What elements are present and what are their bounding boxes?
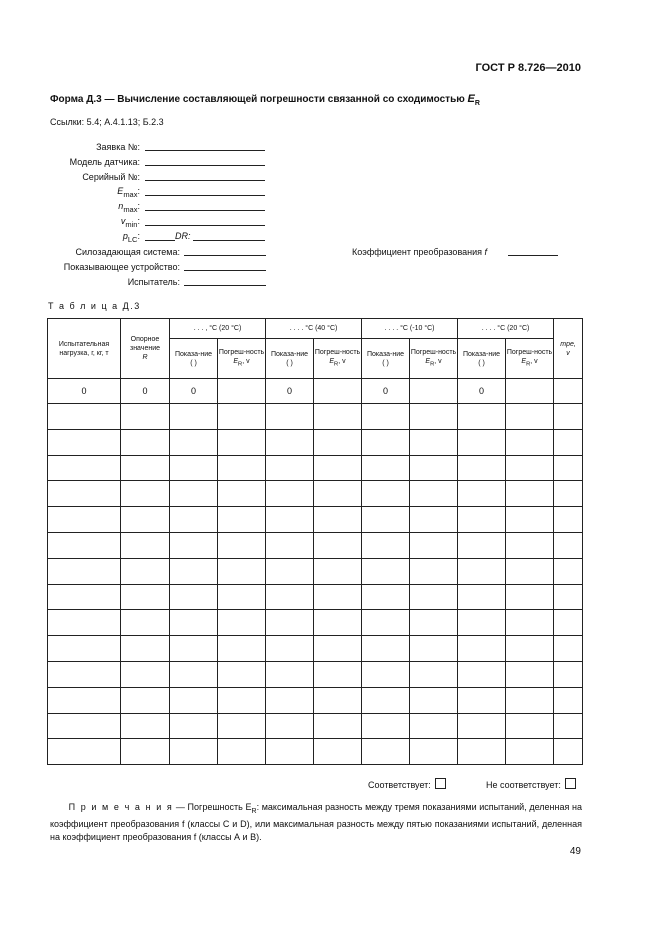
table-cell[interactable] xyxy=(362,481,410,507)
sub-error-sym: E xyxy=(329,357,335,365)
table-cell[interactable] xyxy=(506,404,554,430)
table-cell[interactable] xyxy=(554,455,583,481)
field-model xyxy=(50,157,140,169)
complies-checkbox[interactable] xyxy=(435,778,446,789)
table-row xyxy=(48,404,583,430)
table-cell[interactable] xyxy=(170,558,218,584)
table-cell[interactable] xyxy=(458,713,506,739)
field-tester xyxy=(50,277,180,289)
field-vmin-sub: min xyxy=(125,219,138,229)
table-cell[interactable] xyxy=(506,558,554,584)
table-cell[interactable] xyxy=(170,687,218,713)
table-cell[interactable]: 0 xyxy=(48,379,121,404)
table-cell[interactable] xyxy=(266,687,314,713)
table-cell[interactable] xyxy=(218,739,266,765)
field-tester-label: Испытатель: xyxy=(127,277,180,287)
table-cell[interactable] xyxy=(410,558,458,584)
table-cell[interactable] xyxy=(362,558,410,584)
table-cell[interactable] xyxy=(314,481,362,507)
field-load-system-line[interactable] xyxy=(184,245,266,256)
table-cell[interactable] xyxy=(121,455,170,481)
table-cell[interactable] xyxy=(554,636,583,662)
table-row xyxy=(48,713,583,739)
sub-error-label: Погреш-ность xyxy=(218,348,265,356)
sub-error-unit: , v xyxy=(338,357,346,365)
table-header-row xyxy=(48,319,583,339)
table-cell[interactable] xyxy=(266,404,314,430)
field-dr-line[interactable] xyxy=(193,230,265,241)
table-cell[interactable] xyxy=(554,739,583,765)
table-cell[interactable] xyxy=(170,713,218,739)
table-cell[interactable] xyxy=(362,507,410,533)
sub-error-1 xyxy=(218,339,266,379)
col-ref-label: Опорное значение xyxy=(129,336,161,352)
table-cell[interactable] xyxy=(48,558,121,584)
table-cell[interactable] xyxy=(458,455,506,481)
table-cell[interactable] xyxy=(554,687,583,713)
table-cell[interactable] xyxy=(314,636,362,662)
table-cell[interactable] xyxy=(218,507,266,533)
table-cell[interactable] xyxy=(458,610,506,636)
table-cell[interactable] xyxy=(410,455,458,481)
table-cell[interactable] xyxy=(218,713,266,739)
table-cell[interactable] xyxy=(48,404,121,430)
field-emax-sym: E xyxy=(117,186,124,196)
table-cell[interactable] xyxy=(410,404,458,430)
table-cell[interactable] xyxy=(266,481,314,507)
table-cell[interactable] xyxy=(170,610,218,636)
table-cell[interactable] xyxy=(218,687,266,713)
table-cell[interactable]: 0 xyxy=(170,379,218,404)
table-cell[interactable] xyxy=(554,713,583,739)
table-cell[interactable] xyxy=(362,610,410,636)
table-cell[interactable] xyxy=(506,584,554,610)
table-cell[interactable] xyxy=(121,507,170,533)
table-cell[interactable] xyxy=(554,429,583,455)
table-cell[interactable] xyxy=(506,610,554,636)
table-cell[interactable] xyxy=(121,584,170,610)
field-load-system-label: Силозадающая система: xyxy=(75,247,180,257)
table-row xyxy=(48,481,583,507)
table-cell[interactable] xyxy=(121,687,170,713)
table-row xyxy=(48,661,583,687)
field-nmax-sub: max xyxy=(123,204,138,214)
table-cell[interactable] xyxy=(506,507,554,533)
table-cell[interactable] xyxy=(410,379,458,404)
table-cell[interactable] xyxy=(218,558,266,584)
field-coefficient-sym: f xyxy=(484,247,488,257)
sub-reading-paren: ( ) xyxy=(478,359,485,367)
table-cell[interactable] xyxy=(266,584,314,610)
field-model-label: Модель датчика: xyxy=(69,157,140,167)
table-row xyxy=(48,584,583,610)
table-cell[interactable] xyxy=(554,481,583,507)
table-cell[interactable] xyxy=(121,713,170,739)
sub-error-unit: , v xyxy=(434,357,442,365)
sub-error-3 xyxy=(410,339,458,379)
col-load: Испытательная нагрузка, г, кг, т xyxy=(48,319,121,379)
table-cell[interactable] xyxy=(48,739,121,765)
form-title xyxy=(50,93,480,107)
table-cell[interactable] xyxy=(410,636,458,662)
field-emax-sub: max xyxy=(123,189,138,199)
table-cell[interactable] xyxy=(554,404,583,430)
col-temp-1: . . . , °C (20 °C) xyxy=(170,319,266,339)
sub-reading-3 xyxy=(362,339,410,379)
field-serial-line[interactable] xyxy=(145,170,265,181)
field-tester-line[interactable] xyxy=(184,275,266,286)
table-cell[interactable] xyxy=(218,429,266,455)
table-cell[interactable] xyxy=(170,739,218,765)
field-emax-line[interactable] xyxy=(145,185,265,196)
note-text: — Погрешность E xyxy=(173,802,252,812)
field-nmax-sym: n xyxy=(118,201,124,211)
form-title-text: Форма Д.3 — Вычисление составляющей погрешности связанной со сходимостью xyxy=(50,94,468,105)
table-cell[interactable] xyxy=(48,713,121,739)
table-cell[interactable] xyxy=(554,610,583,636)
table-cell[interactable] xyxy=(554,558,583,584)
table-cell[interactable] xyxy=(121,532,170,558)
table-cell[interactable] xyxy=(410,507,458,533)
field-request-line[interactable] xyxy=(145,140,265,151)
sub-reading-1 xyxy=(170,339,218,379)
form-title-symbol: E xyxy=(467,93,475,105)
table-cell[interactable] xyxy=(362,713,410,739)
sub-error-label: Погреш-ность xyxy=(506,348,553,356)
table-cell[interactable] xyxy=(362,687,410,713)
table-cell[interactable] xyxy=(170,532,218,558)
sub-error-sub: R xyxy=(526,361,531,368)
sub-error-sub: R xyxy=(334,361,339,368)
table-cell[interactable] xyxy=(48,455,121,481)
page-number: 49 xyxy=(569,846,581,857)
table-cell[interactable] xyxy=(314,507,362,533)
table-cell[interactable] xyxy=(410,687,458,713)
sub-error-2 xyxy=(314,339,362,379)
sub-error-sub: R xyxy=(238,361,243,368)
table-cell[interactable] xyxy=(218,661,266,687)
table-row xyxy=(48,687,583,713)
table-row xyxy=(48,739,583,765)
form-title-subscript: R xyxy=(474,100,480,107)
field-serial-label: Серийный №: xyxy=(82,172,140,182)
table-cell[interactable] xyxy=(506,739,554,765)
sub-error-label: Погреш-ность xyxy=(410,348,457,356)
table-cell[interactable] xyxy=(121,739,170,765)
table-cell[interactable] xyxy=(458,687,506,713)
table-cell[interactable] xyxy=(121,429,170,455)
col-mpe-unit: v xyxy=(566,349,570,357)
table-cell[interactable] xyxy=(314,532,362,558)
table-cell[interactable] xyxy=(362,404,410,430)
sub-reading-label: Показа-ние xyxy=(270,350,309,358)
field-request xyxy=(50,142,140,154)
field-serial xyxy=(50,172,140,184)
col-mpe xyxy=(554,319,583,379)
field-coefficient-line[interactable] xyxy=(508,245,558,256)
table-cell[interactable] xyxy=(506,481,554,507)
table-cell[interactable] xyxy=(170,584,218,610)
table-cell[interactable] xyxy=(48,661,121,687)
table-cell[interactable] xyxy=(362,532,410,558)
table-row xyxy=(48,455,583,481)
table-cell[interactable]: 0 xyxy=(121,379,170,404)
table-cell[interactable] xyxy=(410,661,458,687)
field-plc-line[interactable] xyxy=(145,230,175,241)
note-rest: : максимальная разность между тремя показаниями испытаний, деленная на коэффициент преобразования f (классы С и D), или максимальная разность между пятью показаниями испытаний, деленная на коэффициент преобразования f (классы А и В). xyxy=(50,802,582,842)
table-cell[interactable] xyxy=(170,507,218,533)
table-cell[interactable] xyxy=(170,481,218,507)
table-cell[interactable] xyxy=(48,687,121,713)
field-nmax-colon: : xyxy=(137,201,140,211)
field-plc xyxy=(50,231,140,245)
table-cell[interactable] xyxy=(218,379,266,404)
table-row xyxy=(48,507,583,533)
not-complies xyxy=(486,778,576,790)
table-cell[interactable] xyxy=(458,429,506,455)
col-temp-2: . . . . °C (40 °C) xyxy=(266,319,362,339)
table-cell[interactable] xyxy=(121,404,170,430)
table-cell[interactable] xyxy=(410,584,458,610)
table-cell[interactable] xyxy=(410,429,458,455)
not-complies-label: Не соответствует: xyxy=(486,780,561,790)
table-cell[interactable] xyxy=(362,636,410,662)
table-cell[interactable] xyxy=(458,558,506,584)
data-table xyxy=(47,318,583,765)
table-cell[interactable] xyxy=(362,584,410,610)
table-cell[interactable] xyxy=(266,429,314,455)
table-cell[interactable] xyxy=(458,507,506,533)
sub-reading-label: Показа-ние xyxy=(174,350,213,358)
table-cell[interactable] xyxy=(362,661,410,687)
col-ref-sym: R xyxy=(142,354,148,361)
complies xyxy=(368,778,446,790)
table-cell[interactable] xyxy=(362,429,410,455)
complies-label: Соответствует: xyxy=(368,780,431,790)
table-cell[interactable] xyxy=(410,739,458,765)
field-plc-colon: : xyxy=(137,231,140,241)
table-cell[interactable] xyxy=(314,713,362,739)
sub-reading-paren: ( ) xyxy=(190,359,197,367)
table-cell[interactable] xyxy=(266,661,314,687)
table-row xyxy=(48,379,583,404)
sub-error-unit: , v xyxy=(242,357,250,365)
col-mpe-label: mpe, xyxy=(560,340,576,348)
table-cell[interactable]: 0 xyxy=(266,379,314,404)
table-cell[interactable] xyxy=(266,739,314,765)
table-cell[interactable] xyxy=(554,532,583,558)
table-cell[interactable] xyxy=(314,558,362,584)
note-sub: R xyxy=(251,807,257,815)
not-complies-checkbox[interactable] xyxy=(565,778,576,789)
sub-reading-label: Показа-ние xyxy=(367,350,405,358)
table-cell[interactable] xyxy=(121,558,170,584)
field-load-system xyxy=(50,247,180,259)
table-cell[interactable] xyxy=(48,610,121,636)
sub-reading-paren: ( ) xyxy=(382,359,389,367)
table-cell[interactable] xyxy=(266,610,314,636)
table-cell[interactable] xyxy=(506,455,554,481)
table-cell[interactable] xyxy=(121,481,170,507)
field-indicator-label: Показывающее устройство: xyxy=(63,262,180,272)
table-row xyxy=(48,532,583,558)
sub-error-4 xyxy=(506,339,554,379)
table-cell[interactable] xyxy=(410,610,458,636)
table-cell[interactable] xyxy=(266,636,314,662)
table-cell[interactable] xyxy=(458,661,506,687)
table-cell[interactable] xyxy=(48,507,121,533)
table-cell[interactable] xyxy=(362,455,410,481)
table-cell[interactable] xyxy=(314,739,362,765)
sub-error-label: Погреш-ность xyxy=(314,348,361,356)
sub-error-sym: E xyxy=(233,357,239,365)
table-cell[interactable] xyxy=(314,584,362,610)
sub-error-sym: E xyxy=(521,357,527,365)
table-row xyxy=(48,558,583,584)
table-cell[interactable] xyxy=(458,481,506,507)
table-cell[interactable] xyxy=(506,429,554,455)
table-cell[interactable] xyxy=(506,379,554,404)
table-row xyxy=(48,429,583,455)
table-cell[interactable] xyxy=(218,481,266,507)
table-cell[interactable] xyxy=(458,636,506,662)
field-dr-label: DR: xyxy=(175,231,191,241)
table-cell[interactable] xyxy=(170,404,218,430)
field-coefficient-label: Коэффициент преобразования xyxy=(352,247,485,257)
field-nmax xyxy=(50,201,140,215)
field-emax xyxy=(50,186,140,200)
table-cell[interactable] xyxy=(506,687,554,713)
table-row xyxy=(48,636,583,662)
table-cell[interactable] xyxy=(314,404,362,430)
table-cell[interactable] xyxy=(218,455,266,481)
table-cell[interactable] xyxy=(218,610,266,636)
references: Ссылки: 5.4; А.4.1.13; Б.2.3 xyxy=(50,117,164,127)
table-cell[interactable] xyxy=(48,429,121,455)
table-cell[interactable] xyxy=(218,404,266,430)
table-cell[interactable]: 0 xyxy=(458,379,506,404)
sub-reading-label: Показа-ние xyxy=(463,350,501,358)
table-cell[interactable] xyxy=(458,584,506,610)
field-plc-sub: LC xyxy=(127,234,138,244)
table-cell[interactable] xyxy=(554,584,583,610)
sub-error-sym: E xyxy=(425,357,431,365)
table-cell[interactable] xyxy=(314,687,362,713)
table-row xyxy=(48,610,583,636)
table-cell[interactable] xyxy=(266,507,314,533)
field-model-line[interactable] xyxy=(145,155,265,166)
table-cell[interactable] xyxy=(121,661,170,687)
table-cell[interactable] xyxy=(266,455,314,481)
sub-error-sub: R xyxy=(430,361,435,368)
table-cell[interactable] xyxy=(314,429,362,455)
sub-reading-4 xyxy=(458,339,506,379)
table-cell[interactable] xyxy=(554,661,583,687)
table-cell[interactable] xyxy=(218,532,266,558)
table-cell[interactable] xyxy=(458,739,506,765)
field-vmin xyxy=(50,216,140,230)
sub-reading-2 xyxy=(266,339,314,379)
table-cell[interactable] xyxy=(410,532,458,558)
field-emax-colon: : xyxy=(137,186,140,196)
field-vmin-colon: : xyxy=(137,216,140,226)
note xyxy=(50,801,582,844)
table-cell[interactable] xyxy=(266,713,314,739)
note-prefix: П р и м е ч а н и я xyxy=(68,802,174,812)
table-cell[interactable] xyxy=(506,636,554,662)
table-cell[interactable] xyxy=(218,584,266,610)
sub-reading-paren: ( ) xyxy=(286,359,293,367)
table-cell[interactable] xyxy=(218,636,266,662)
doc-number: ГОСТ Р 8.726—2010 xyxy=(475,62,581,74)
table-caption: Т а б л и ц а Д.3 xyxy=(48,301,141,311)
table-cell[interactable] xyxy=(266,532,314,558)
table-cell[interactable] xyxy=(170,661,218,687)
table-cell[interactable] xyxy=(48,584,121,610)
table-cell[interactable] xyxy=(314,610,362,636)
table-cell[interactable] xyxy=(314,455,362,481)
table-cell[interactable] xyxy=(506,532,554,558)
table-cell[interactable] xyxy=(48,481,121,507)
table-cell[interactable] xyxy=(506,713,554,739)
table-cell[interactable] xyxy=(170,429,218,455)
table-cell[interactable] xyxy=(314,379,362,404)
field-vmin-line[interactable] xyxy=(145,215,265,226)
field-request-label: Заявка №: xyxy=(96,142,140,152)
table-cell[interactable] xyxy=(48,532,121,558)
field-indicator xyxy=(40,262,180,274)
field-nmax-line[interactable] xyxy=(145,200,265,211)
table-cell[interactable] xyxy=(121,636,170,662)
table-cell[interactable] xyxy=(458,532,506,558)
table-cell[interactable] xyxy=(314,661,362,687)
col-ref xyxy=(121,319,170,379)
field-indicator-line[interactable] xyxy=(184,260,266,271)
col-temp-4: . . . . °C (20 °C) xyxy=(458,319,554,339)
table-cell[interactable] xyxy=(410,713,458,739)
table-cell[interactable] xyxy=(170,455,218,481)
table-cell[interactable] xyxy=(121,610,170,636)
field-vmin-sym: v xyxy=(120,216,126,226)
table-cell[interactable] xyxy=(266,558,314,584)
col-temp-3: . . . . °C (-10 °C) xyxy=(362,319,458,339)
sub-error-unit: , v xyxy=(530,357,538,365)
table-cell[interactable] xyxy=(362,739,410,765)
table-cell[interactable] xyxy=(170,636,218,662)
field-coefficient xyxy=(352,247,487,257)
table-cell[interactable] xyxy=(48,636,121,662)
table-cell[interactable] xyxy=(554,379,583,404)
table-cell[interactable]: 0 xyxy=(362,379,410,404)
table-cell[interactable] xyxy=(554,507,583,533)
field-plc-sym: p xyxy=(122,231,128,241)
table-cell[interactable] xyxy=(410,481,458,507)
table-cell[interactable] xyxy=(506,661,554,687)
table-cell[interactable] xyxy=(458,404,506,430)
